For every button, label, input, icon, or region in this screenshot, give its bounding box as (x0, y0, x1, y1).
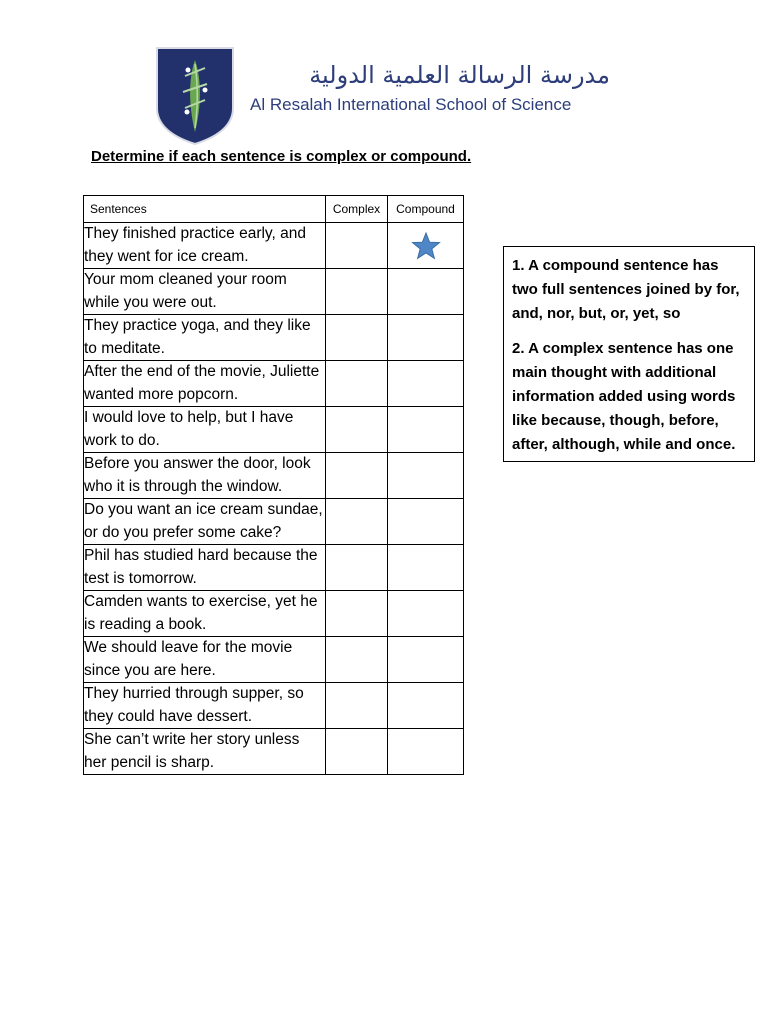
complex-answer-cell[interactable] (326, 591, 388, 637)
compound-answer-cell[interactable] (388, 407, 464, 453)
complex-answer-cell[interactable] (326, 545, 388, 591)
table-row (84, 223, 464, 269)
school-crest-logo (155, 46, 235, 146)
table-row (84, 545, 464, 591)
compound-answer-cell[interactable] (388, 315, 464, 361)
complex-answer-cell[interactable] (326, 499, 388, 545)
school-header (155, 46, 615, 146)
compound-answer-cell[interactable] (388, 683, 464, 729)
compound-answer-cell[interactable] (388, 637, 464, 683)
table-row (84, 269, 464, 315)
column-header-sentences: Sentences (84, 196, 326, 223)
compound-answer-cell[interactable] (388, 499, 464, 545)
compound-answer-cell[interactable] (388, 591, 464, 637)
table-row (84, 499, 464, 545)
compound-answer-cell[interactable] (388, 729, 464, 775)
sentence-cell: They practice yoga, and they like to meditate. (84, 315, 326, 361)
compound-answer-cell[interactable] (388, 269, 464, 315)
grammar-rules-box (503, 246, 755, 462)
complex-answer-cell[interactable] (326, 223, 388, 269)
compound-answer-cell[interactable] (388, 453, 464, 499)
sentence-cell: Before you answer the door, look who it is through the window. (84, 453, 326, 499)
table-row (84, 453, 464, 499)
school-name-arabic: مدرسة الرسالة العلمية الدولية (309, 61, 610, 89)
sentence-cell: Camden wants to exercise, yet he is reading a book. (84, 591, 326, 637)
sentence-cell: After the end of the movie, Juliette wanted more popcorn. (84, 361, 326, 407)
compound-rule: 1. A compound sentence has two full sentences joined by for, and, nor, but, or, yet, so (512, 257, 740, 322)
complex-answer-cell[interactable] (326, 315, 388, 361)
table-row (84, 683, 464, 729)
sentence-cell: They finished practice early, and they went for ice cream. (84, 223, 326, 269)
complex-answer-cell[interactable] (326, 683, 388, 729)
complex-answer-cell[interactable] (326, 269, 388, 315)
complex-answer-cell[interactable] (326, 729, 388, 775)
sentence-cell: Your mom cleaned your room while you were out. (84, 269, 326, 315)
compound-answer-cell[interactable] (388, 361, 464, 407)
compound-answer-cell[interactable] (388, 223, 464, 269)
complex-answer-cell[interactable] (326, 453, 388, 499)
table-row (84, 407, 464, 453)
table-row (84, 315, 464, 361)
complex-answer-cell[interactable] (326, 637, 388, 683)
sentence-table (83, 195, 464, 775)
table-row (84, 591, 464, 637)
complex-rule: 2. A complex sentence has one main thought with additional information added using words like because, though, before, after, although, while and once. (512, 340, 736, 453)
table-row (84, 729, 464, 775)
sentence-cell: We should leave for the movie since you are here. (84, 637, 326, 683)
school-name-english: Al Resalah International School of Science (250, 95, 572, 114)
sentence-cell: She can’t write her story unless her pencil is sharp. (84, 729, 326, 775)
complex-answer-cell[interactable] (326, 361, 388, 407)
table-row (84, 361, 464, 407)
complex-answer-cell[interactable] (326, 407, 388, 453)
column-header-complex: Complex (326, 196, 388, 223)
compound-answer-cell[interactable] (388, 545, 464, 591)
table-header-row (84, 196, 464, 223)
sentence-cell: Do you want an ice cream sundae, or do you prefer some cake? (84, 499, 326, 545)
sentence-cell: I would love to help, but I have work to do. (84, 407, 326, 453)
sentence-cell: Phil has studied hard because the test is tomorrow. (84, 545, 326, 591)
sentence-cell: They hurried through supper, so they could have dessert. (84, 683, 326, 729)
star-icon (411, 232, 441, 260)
column-header-compound: Compound (388, 196, 464, 223)
table-row (84, 637, 464, 683)
worksheet-instruction: Determine if each sentence is complex or compound. (91, 148, 472, 165)
